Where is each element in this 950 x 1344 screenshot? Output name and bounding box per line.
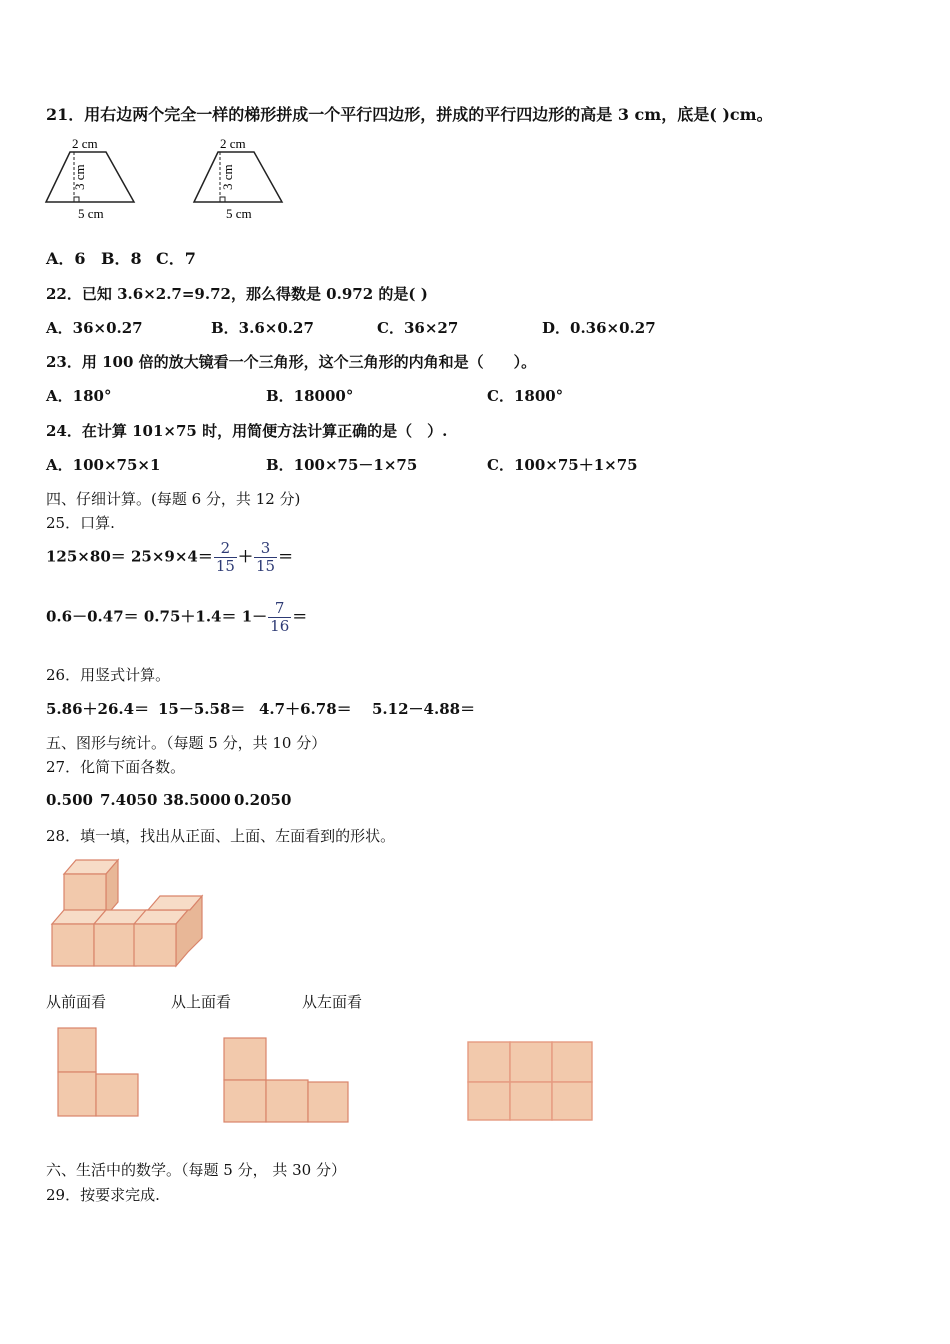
q24-option-b[interactable]: B．100×75－1×75 [266,456,418,474]
q26-item-4: 5.12－4.88＝ [372,700,476,718]
q24-option-a[interactable]: A．100×75×1 [46,456,161,474]
q21-option-b[interactable]: B．8 [101,249,142,268]
section-6-heading: 六、生活中的数学。（每题 5 分， 共 30 分） [46,1161,346,1179]
trap1-height-label: 3 cm [72,164,87,190]
q28-text: 28．填一填，找出从正面、上面、左面看到的形状。 [46,827,396,845]
view-top-figure [222,1036,362,1136]
trap1-bottom-label: 5 cm [78,206,104,221]
q25-row1-expr: 125×80＝ 25×9×4＝ [46,547,213,566]
q25-row2-expr: 0.6－0.47＝ 0.75＋1.4＝ 1－ [46,607,268,626]
q29-text: 29．按要求完成. [46,1186,160,1204]
trap1-top-label: 2 cm [72,136,98,151]
q25-fraction-2: $\frac{3}{15}$ [255,539,276,575]
q28-label-left: 从左面看 [302,993,363,1011]
q26-text: 26．用竖式计算。 [46,666,171,684]
view-left-figure [466,1040,606,1130]
q26-item-1: 5.86＋26.4＝ [46,700,150,718]
q22-text: 22．已知 3.6×2.7=9.72，那么得数是 0.972 的是( ) [46,285,428,303]
q26-item-2: 15－5.58＝ [158,700,246,718]
q22-option-c[interactable]: C．36×27 [377,319,459,337]
trap2-height-label: 3 cm [220,164,235,190]
trapezoid-figure-1 [44,136,144,226]
q27-item-4: 0.2050 [234,791,292,809]
section-4-heading: 四、仔细计算。(每题 6 分，共 12 分) [46,490,301,508]
q25-text: 25．口算. [46,514,115,532]
q22-option-a[interactable]: A．36×0.27 [46,319,143,337]
q27-text: 27．化简下面各数。 [46,758,186,776]
q22-option-d[interactable]: D．0.36×0.27 [542,319,656,337]
q25-fraction-1: $\frac{2}{15}$ [215,539,235,575]
q23-option-b[interactable]: B．18000° [266,387,354,405]
trap2-bottom-label: 5 cm [226,206,252,221]
q21-text: 21．用右边两个完全一样的梯形拼成一个平行四边形，拼成的平行四边形的高是 3 cm，底是( )cm。 [46,105,773,124]
q27-item-1: 0.500 [46,791,93,809]
q25-row-2: 0.6－0.47＝ 0.75＋1.4＝ 1－ $\frac{7}{16}$ ＝ [46,599,308,635]
cube-stack-figure [50,858,210,973]
q23-text: 23．用 100 倍的放大镜看一个三角形，这个三角形的内角和是（ ）。 [46,353,537,371]
q26-item-3: 4.7＋6.78＝ [259,700,352,718]
q22-option-b[interactable]: B．3.6×0.27 [211,319,314,337]
q27-item-3: 38.5000 [163,791,231,809]
q21-option-c[interactable]: C．7 [156,249,196,268]
q28-label-top: 从上面看 [171,993,232,1011]
q23-option-a[interactable]: A．180° [46,387,112,405]
q28-label-front: 从前面看 [46,993,107,1011]
q27-item-2: 7.4050 [100,791,158,809]
q24-option-c[interactable]: C．100×75＋1×75 [487,456,638,474]
view-front-figure [56,1026,156,1126]
q23-option-c[interactable]: C．1800° [487,387,564,405]
trapezoid-figure-2 [192,136,292,226]
q24-text: 24．在计算 101×75 时，用简便方法计算正确的是（ ）. [46,422,448,440]
section-5-heading: 五、图形与统计。（每题 5 分，共 10 分） [46,734,327,752]
q25-fraction-3: $\frac{7}{16}$ [270,599,290,635]
q21-option-a[interactable]: A．6 [46,249,86,268]
trap2-top-label: 2 cm [220,136,246,151]
q25-row-1: 125×80＝ 25×9×4＝ $\frac{2}{15}$ ＋ $\frac{3}{15}$ ＝ [46,539,294,575]
